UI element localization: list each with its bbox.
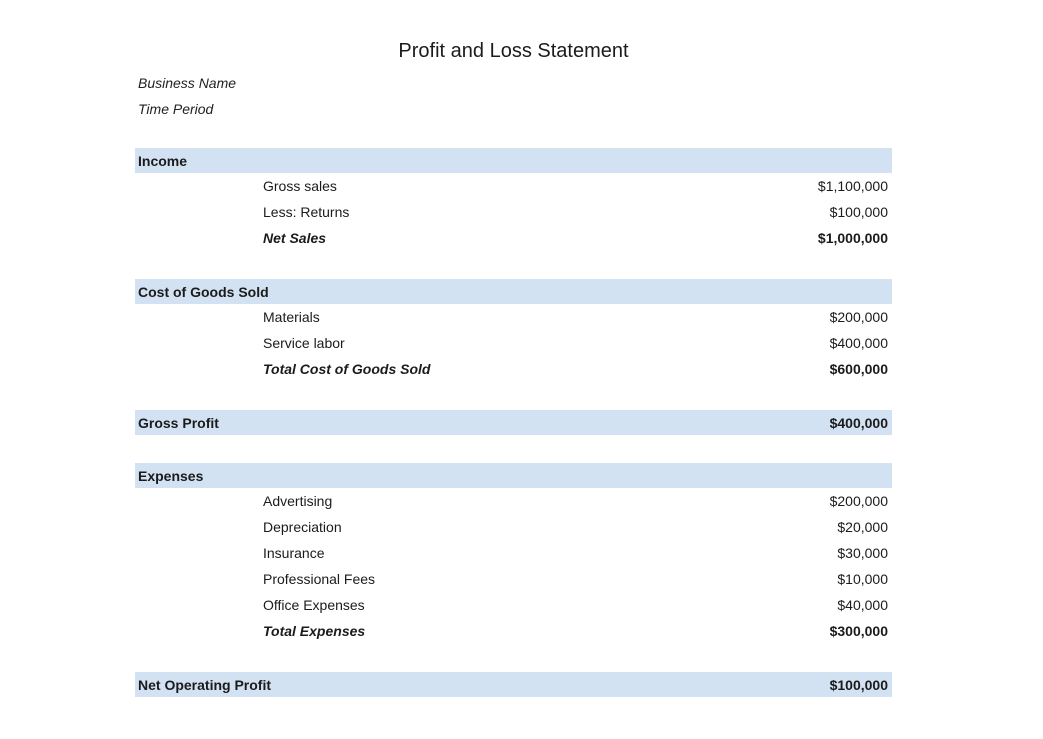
line-item-value: $20,000 bbox=[837, 519, 888, 535]
business-name-placeholder: Business Name bbox=[138, 75, 237, 91]
total-row bbox=[135, 618, 892, 644]
line-item-label: Insurance bbox=[263, 545, 325, 561]
line-item-value: $600,000 bbox=[829, 361, 888, 377]
line-item-value: $30,000 bbox=[837, 545, 888, 561]
report-section bbox=[135, 279, 892, 382]
line-item-label: Depreciation bbox=[263, 519, 342, 535]
line-item-row bbox=[135, 514, 892, 540]
line-item-row bbox=[135, 540, 892, 566]
line-item-label: Less: Returns bbox=[263, 204, 350, 220]
section-header-bar bbox=[135, 463, 892, 488]
line-item-value: $40,000 bbox=[837, 597, 888, 613]
line-item-value: $1,100,000 bbox=[817, 178, 888, 194]
line-item-value: $400,000 bbox=[829, 335, 888, 351]
line-item-label: Service labor bbox=[263, 335, 345, 351]
line-item-label: Office Expenses bbox=[263, 597, 365, 613]
line-item-label: Professional Fees bbox=[263, 571, 376, 587]
report-sections bbox=[135, 148, 892, 697]
line-item-row bbox=[135, 566, 892, 592]
line-item-value: $200,000 bbox=[829, 309, 888, 325]
line-item-row bbox=[135, 592, 892, 618]
line-item-row bbox=[135, 173, 892, 199]
section-header-label: Gross Profit bbox=[138, 414, 219, 431]
line-item-row bbox=[135, 304, 892, 330]
section-header-label: Net Operating Profit bbox=[138, 676, 272, 693]
section-header-label: Cost of Goods Sold bbox=[138, 283, 269, 300]
section-header-bar bbox=[135, 148, 892, 173]
line-item-row bbox=[135, 488, 892, 514]
line-item-value: $1,000,000 bbox=[817, 230, 888, 246]
section-header-label: Income bbox=[138, 152, 188, 169]
section-header-value: $400,000 bbox=[829, 414, 888, 431]
report-section bbox=[135, 463, 892, 644]
section-header-bar bbox=[135, 279, 892, 304]
line-item-value: $100,000 bbox=[829, 204, 888, 220]
line-item-label: Total Expenses bbox=[263, 623, 366, 639]
line-item-row bbox=[135, 330, 892, 356]
line-item-label: Total Cost of Goods Sold bbox=[263, 361, 431, 377]
report-section bbox=[135, 410, 892, 435]
line-item-label: Net Sales bbox=[263, 230, 327, 246]
section-header-label: Expenses bbox=[138, 467, 204, 484]
report-meta bbox=[135, 70, 892, 122]
line-item-value: $300,000 bbox=[829, 623, 888, 639]
line-item-label: Advertising bbox=[263, 493, 333, 509]
section-header-bar bbox=[135, 672, 892, 697]
line-item-value: $10,000 bbox=[837, 571, 888, 587]
page-title: Profit and Loss Statement bbox=[398, 40, 629, 62]
total-row bbox=[135, 356, 892, 382]
report-section bbox=[135, 672, 892, 697]
line-item-value: $200,000 bbox=[829, 493, 888, 509]
total-row bbox=[135, 225, 892, 251]
section-header-value: $100,000 bbox=[829, 676, 888, 693]
line-item-label: Gross sales bbox=[263, 178, 337, 194]
section-header-bar bbox=[135, 410, 892, 435]
time-period-placeholder: Time Period bbox=[138, 101, 214, 117]
line-item-row bbox=[135, 199, 892, 225]
pnl-document bbox=[135, 0, 892, 697]
report-section bbox=[135, 148, 892, 251]
line-item-label: Materials bbox=[263, 309, 320, 325]
